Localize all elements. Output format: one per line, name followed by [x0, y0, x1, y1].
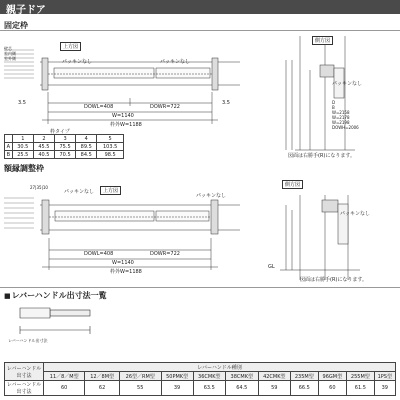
lever-type: 38CMK型	[226, 372, 259, 381]
lever-value: 62	[85, 381, 119, 396]
table-cell: 3	[55, 135, 76, 143]
table-cell: B	[5, 151, 13, 159]
lever-value: 39	[374, 381, 395, 396]
table-row	[5, 151, 124, 159]
table-cell	[5, 135, 13, 143]
side-view-label: 側方図	[312, 36, 333, 45]
packing-label-right: パッキンなし	[160, 59, 190, 65]
side-dim-b: B	[332, 105, 335, 110]
packing-label-2: パッキンなし	[64, 189, 94, 195]
lever-value: 60	[318, 381, 347, 396]
lever-type: 1PS型	[374, 372, 395, 381]
lever-value: 39	[161, 381, 193, 396]
side-dimensions	[332, 100, 359, 130]
divider	[0, 287, 400, 288]
frame-type-title: 枠タイプ	[50, 129, 70, 135]
lever-type: 36CMK型	[193, 372, 226, 381]
packing-label-side-2: パッキンなし	[340, 211, 370, 217]
frame-type-table	[4, 134, 124, 159]
legend-wall-center: 壁芯	[4, 46, 12, 51]
lever-type: 96GM型	[318, 372, 347, 381]
lever-value: 64.5	[226, 381, 259, 396]
table-cell: 30.5	[12, 143, 33, 151]
table-row	[5, 143, 124, 151]
dim-outer-w: 枠外W=1188	[110, 122, 142, 128]
lever-row-label-2: レバーハンドル出寸法	[5, 381, 44, 396]
side-view-label-2: 側方図	[282, 180, 303, 189]
lever-caption: レバーハンドル出寸法	[8, 338, 48, 343]
lever-row-label: レバーハンドル出寸法	[5, 363, 44, 381]
note-right-hand-2: 図面は右勝手(R)になります。	[300, 277, 367, 283]
dim-27-35-10: 27|35|10	[30, 185, 48, 190]
dim-dowl: DOWL=408	[84, 104, 114, 110]
dim-outer-w-2: 枠外W=1188	[110, 269, 142, 275]
side-dim-w3: W=2198	[332, 120, 350, 125]
dim-w-2: W=1140	[112, 260, 134, 266]
top-view-label-2: 上方図	[100, 186, 121, 195]
top-view-label: 上方図	[60, 42, 81, 51]
dim-3-5-right: 3.5	[222, 100, 230, 106]
dim-dowr-2: DOWR=722	[150, 251, 180, 257]
lever-type: 26型／RM型	[119, 372, 161, 381]
table-cell: 98.5	[97, 151, 124, 159]
lever-type: 42CMK型	[258, 372, 291, 381]
legend-outdoor: 室外側	[4, 56, 16, 61]
lever-value: 61.5	[347, 381, 375, 396]
lever-value: 63.5	[193, 381, 226, 396]
packing-label-3: パッキンなし	[196, 193, 226, 199]
table-cell: 2	[33, 135, 54, 143]
lever-type: 11／8／M型	[44, 372, 85, 381]
table-cell: 103.5	[97, 143, 124, 151]
dim-w: W=1140	[112, 113, 134, 119]
side-dim-w1: W=2158	[332, 110, 350, 115]
lever-type: 255M型	[347, 372, 375, 381]
lever-type: 12／8M型	[85, 372, 119, 381]
section-adjust-frame: 額縁調整枠	[4, 164, 44, 173]
packing-label-side: パッキンなし	[332, 81, 362, 87]
dim-dowl-2: DOWL=408	[84, 251, 114, 257]
lever-type: 50PMK型	[161, 372, 193, 381]
lever-type: 235M型	[291, 372, 319, 381]
gl-label: GL	[268, 264, 275, 270]
lever-table	[4, 362, 396, 396]
table-cell: A	[5, 143, 13, 151]
section-fixed-frame: 固定枠	[4, 21, 28, 30]
lever-header-row	[5, 363, 396, 372]
lever-value: 59	[258, 381, 291, 396]
lever-value: 60	[44, 381, 85, 396]
table-cell: 84.5	[76, 151, 97, 159]
lever-value: 66.5	[291, 381, 319, 396]
lever-header-top: レバーハンドル種別	[44, 363, 396, 372]
table-cell: 1	[12, 135, 33, 143]
dim-dowr: DOWR=722	[150, 104, 180, 110]
table-cell: 45.5	[33, 143, 54, 151]
table-header-row	[5, 135, 124, 143]
lever-value: 55	[119, 381, 161, 396]
side-dim-w2: W=2178	[332, 115, 350, 120]
section-lever: ■ レバーハンドル出寸法一覧	[4, 290, 107, 301]
table-cell: 40.5	[33, 151, 54, 159]
table-cell: 75.5	[55, 143, 76, 151]
dim-3-5: 3.5	[18, 100, 26, 106]
table-cell: 25.5	[12, 151, 33, 159]
note-right-hand-1: 図面は右勝手(R)になります。	[288, 153, 355, 159]
legend-indoor: 室内側	[4, 51, 16, 56]
table-cell: 5	[97, 135, 124, 143]
side-dim-dowh: DOWH=2006	[332, 125, 359, 130]
table-cell: 89.5	[76, 143, 97, 151]
lever-type-row	[5, 372, 396, 381]
page-title: 親子ドア	[6, 5, 46, 16]
side-dim-d: D	[332, 100, 336, 105]
lever-value-row	[5, 381, 396, 396]
table-cell: 4	[76, 135, 97, 143]
packing-label-left: パッキンなし	[62, 59, 92, 65]
table-cell: 70.5	[55, 151, 76, 159]
wall-legend	[4, 46, 16, 61]
